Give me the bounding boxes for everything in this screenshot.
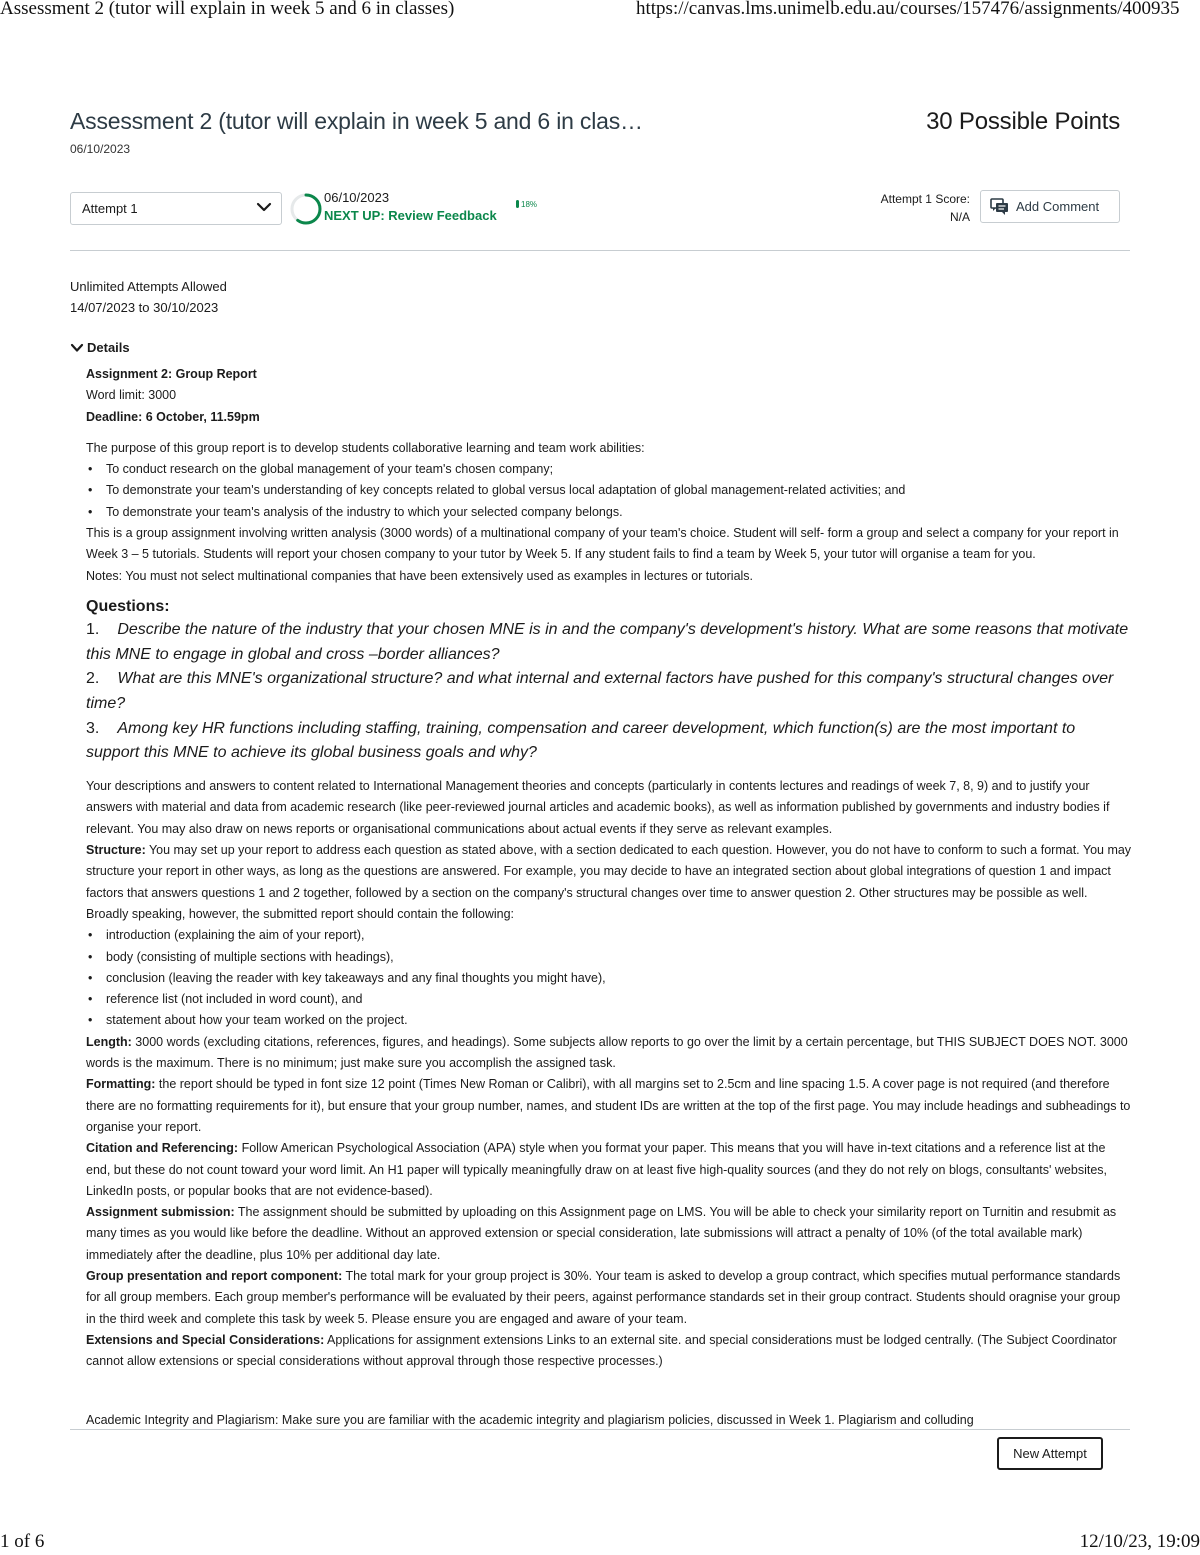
print-header	[0, 0, 1200, 22]
question-text: What are this MNE's organizational structure? and what internal and external factors have pushed for this company's structural changes over time?	[86, 670, 1114, 713]
progress-dot-icon	[516, 200, 519, 208]
divider	[70, 1429, 1130, 1430]
group-label: Group presentation and report component:	[86, 1269, 343, 1284]
question-number: 2.	[86, 670, 100, 688]
citation-paragraph	[86, 1138, 1132, 1202]
list-item: • introduction (explaining the aim of your report),	[86, 925, 1132, 946]
add-comment-button[interactable]	[980, 190, 1120, 223]
details-label: Details	[87, 340, 130, 355]
notes-text: Notes: You must not select multinational companies that have been extensively used as examples in lectures or tutorials.	[86, 568, 754, 583]
submission-label: Assignment submission:	[86, 1205, 235, 1220]
length-paragraph	[86, 1032, 1132, 1075]
clipped-text: Academic Integrity and Plagiarism: Make sure you are familiar with the academic integrity and plagiarism policies, discussed in Week 1. Plagiarism and colluding	[86, 1413, 974, 1427]
new-attempt-button[interactable]	[997, 1437, 1103, 1470]
score-value: N/A	[949, 210, 970, 224]
length-label: Length:	[86, 1034, 132, 1049]
structure-list	[86, 925, 1132, 1031]
progress-percent	[516, 200, 537, 209]
add-comment-label: Add Comment	[1016, 199, 1100, 214]
possible-points: 30 Possible Points	[926, 108, 1120, 135]
chevron-down-icon	[70, 342, 84, 354]
next-up-link[interactable]: NEXT UP: Review Feedback	[324, 208, 497, 223]
structure-label: Structure:	[86, 843, 146, 858]
attempt-date: 06/10/2023	[324, 190, 390, 205]
descriptions-text: Your descriptions and answers to content related to International Management theories and concepts (particularly in contents lectures and readings of week 7, 8, 9) and to justify your answers with material and data from academic research (like peer-reviewed journal articles and academic books), as well as information published by governments and industry bodies if relevant. You may also draw on news reports or organisational communications about actual events if they serve as relevant examples.	[86, 779, 1110, 836]
list-item: • statement about how your team worked on the project.	[86, 1010, 1132, 1031]
progress-percent-label: 18%	[521, 200, 538, 209]
assignment-name: Assignment 2: Group Report	[86, 367, 257, 381]
question-number: 1.	[86, 620, 100, 638]
attempt-info	[324, 189, 497, 225]
page-count: 1 of 6	[0, 1531, 45, 1552]
list-item: • To conduct research on the global management of your team's chosen company;	[86, 459, 1132, 480]
formatting-text: the report should be typed in font size 12 point (Times New Roman or Calibri), with all margins set to 2.5cm and line spacing 1.5. A cover page is not required (and therefore there are no formatting requirements for it), but ensure that your group number, names, and student IDs are written at the top of the first page. You may include headings and subheadings to organise your report.	[86, 1077, 1131, 1134]
list-item: • To demonstrate your team's analysis of the industry to which your selected company belongs.	[86, 502, 1132, 523]
word-limit: Word limit: 3000	[86, 388, 177, 403]
question-item	[86, 717, 1132, 766]
list-item: • conclusion (leaving the reader with key takeaways and any final thoughts you might have),	[86, 968, 1132, 989]
formatting-label: Formatting:	[86, 1077, 156, 1092]
assignment-page	[70, 108, 1130, 355]
due-date: 06/10/2023	[70, 142, 131, 156]
details-toggle[interactable]	[70, 340, 1130, 355]
questions-heading: Questions:	[86, 597, 170, 615]
page-title: Assessment 2 (tutor will explain in week 5 and 6 in clas…	[70, 108, 643, 134]
attempt-select-value: Attempt 1	[82, 201, 138, 216]
score-label: Attempt 1 Score:	[880, 192, 970, 206]
title-row	[70, 108, 1130, 142]
extensions-text: Applications for assignment extensions Links to an external site. and special considerations must be lodged centrally. (The Subject Coordinator cannot allow extensions or special considerations without approval through those respective processes.)	[86, 1332, 1117, 1369]
attempts-allowed: Unlimited Attempts Allowed	[70, 279, 227, 294]
print-timestamp: 12/10/23, 19:09	[1079, 1531, 1200, 1552]
purpose-list	[86, 459, 1132, 523]
group-paragraph	[86, 1266, 1132, 1330]
print-footer	[0, 1531, 1200, 1555]
citation-label: Citation and Referencing:	[86, 1141, 239, 1156]
extensions-paragraph	[86, 1330, 1132, 1373]
extensions-label: Extensions and Special Considerations:	[86, 1332, 325, 1347]
list-item: • reference list (not included in word count), and	[86, 989, 1132, 1010]
attempt-bar	[70, 189, 1130, 251]
progress-ring-icon	[288, 191, 324, 227]
structure-paragraph	[86, 840, 1132, 925]
attempt-score	[881, 190, 970, 226]
submission-paragraph	[86, 1202, 1132, 1266]
question-text: Among key HR functions including staffing, training, compensation and career development, which function(s) are the most important to support this MNE to achieve its global business goals and why?	[86, 719, 1076, 762]
attempt-select[interactable]	[70, 192, 282, 225]
print-header-url: https://canvas.lms.unimelb.edu.au/courses/157476/assignments/400935	[636, 0, 1180, 19]
length-text: 3000 words (excluding citations, references, figures, and headings). Some subjects allow reports to go over the limit by a certain percentage, but THIS SUBJECT DOES NOT. 3000 words is the maximum. There is no minimum; just make sure you accomplish the assigned task.	[86, 1034, 1128, 1071]
submission-text: The assignment should be submitted by uploading on this Assignment page on LMS. You will be able to check your similarity report on Turnitin and resubmit as many times as you would like before the deadline. Without an approved extension or special consideration, late submissions will attract a penalty of 10% (of the total available mark) immediately after the deadline, plus 10% per additional day late.	[86, 1205, 1117, 1262]
availability-dates: 14/07/2023 to 30/10/2023	[70, 300, 219, 315]
list-item: • body (consisting of multiple sections with headings),	[86, 947, 1132, 968]
intro-text: This is a group assignment involving written analysis (3000 words) of a multinational company of your team's choice. Student will self- form a group and select a company for your report in Week 3 – 5 tutorials. Students will report your chosen company to your tutor by Week 5. If any student fails to find a team by Week 5, your tutor will organise a team for you.	[86, 526, 1119, 562]
citation-text: Follow American Psychological Association (APA) style when you format your paper. This means that you will have in-text citations and a reference list at the end, but these do not count toward your word limit. An H1 paper will typically meaningfully draw on at least five high-quality sources (and they do not rely on blogs, consultants' websites, LinkedIn posts, or popular books that are not evidence-based).	[86, 1141, 1107, 1198]
group-text: The total mark for your group project is 30%. Your team is asked to develop a group contract, which specifies mutual performance standards for all group members. Each group member's performance will be evaluated by their peers, against performance standards set in their group contract. Students should oragnise your group in the third week and complete this task by week 5. Please ensure you are engaged and aware of your team.	[86, 1269, 1121, 1326]
deadline: Deadline: 6 October, 11.59pm	[86, 409, 260, 424]
list-item: • To demonstrate your team's understanding of key concepts related to global versus local adaptation of global management-related activities; and	[86, 480, 1132, 501]
question-item	[86, 618, 1132, 667]
structure-text: You may set up your report to address each question as stated above, with a section dedicated to each question. However, you do not have to conform to such a format. You may structure your report in other ways, as long as the questions are answered. For example, you may decide to have an integrated section about global integrations of question 1 and impact factors that answers questions 1 and 2 together, followed by a section on the company's structural changes over time to answer question 2. Other structures may be possible as well. Broadly speaking, however, the submitted report should contain the following:	[86, 843, 1132, 921]
formatting-paragraph	[86, 1074, 1132, 1138]
purpose-text: The purpose of this group report is to develop students collaborative learning and team work abilities:	[86, 440, 645, 455]
print-header-title: Assessment 2 (tutor will explain in week 5 and 6 in classes)	[0, 0, 455, 19]
question-number: 3.	[86, 719, 100, 737]
new-attempt-label: New Attempt	[1013, 1446, 1087, 1461]
question-text: Describe the nature of the industry that your chosen MNE is in and the company's development's history. What are some reasons that motivate this MNE to engage in global and cross –border alliances?	[86, 620, 1129, 663]
question-item	[86, 667, 1132, 716]
chevron-down-icon	[255, 198, 273, 216]
spacer	[86, 428, 1132, 438]
comment-icon	[990, 198, 1010, 216]
attempt-meta	[70, 276, 1130, 318]
spacer	[86, 766, 1132, 776]
assignment-details	[86, 364, 1132, 1373]
